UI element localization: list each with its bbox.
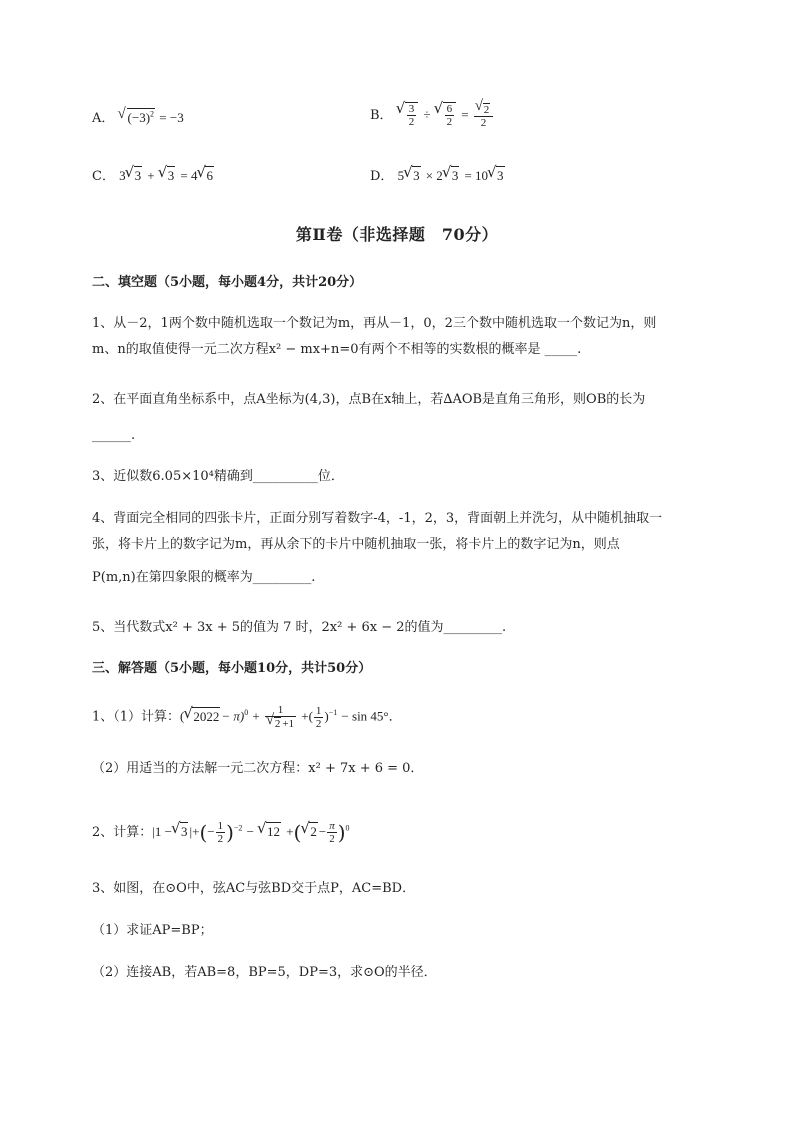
denominator: 2 (329, 833, 335, 845)
fill-q4-line3: P(m,n)在第四象限的概率为_________. (92, 570, 316, 585)
fraction (327, 820, 337, 845)
radicand: 12 (267, 824, 281, 839)
fraction (265, 704, 296, 730)
operator: = (461, 107, 469, 122)
denominator-rest: +1 (282, 718, 295, 730)
radicand: 6 (206, 168, 213, 183)
operator: + (286, 824, 294, 839)
section2-heading: 二、填空题（5小题，每小题4分，共计20分） (92, 275, 363, 290)
fill-q5: 5、当代数式x² + 3x + 5的值为 7 时，2x² + 6x − 2的值为_________. (92, 620, 507, 635)
numerator: 1 (315, 704, 322, 717)
solve-q1b: （2）用适当的方法解一元二次方程：x² + 7x + 6 = 0． (92, 761, 424, 776)
abs-bar: | (152, 824, 155, 839)
radicand: 3 (497, 168, 504, 183)
section3-heading: 三、解答题（5小题，每小题10分，共计50分） (92, 661, 372, 676)
fill-q1-line2: m、n的取值使得一元二次方程x² − mx+n=0有两个不相等的实数根的概率是 _____. (92, 342, 582, 357)
paren: ( (293, 820, 302, 845)
denominator: 2 (408, 116, 415, 128)
option-a-label: A． (92, 111, 115, 126)
sqrt-symbol (435, 102, 457, 128)
coefficient: 3 (119, 168, 126, 183)
sqrt-symbol (404, 166, 421, 186)
fill-q3: 3、近似数6.05×10⁴精确到__________位． (92, 469, 344, 484)
fill-q1-line1: 1、从－2，1两个数中随机选取一个数记为m，再从－1，0，2三个数中随机选取一个数记为n，则 (92, 316, 657, 331)
sqrt-symbol (258, 822, 281, 842)
option-d (370, 166, 506, 186)
option-c-label: C． (92, 169, 115, 184)
sqrt-symbol (119, 108, 156, 127)
sqrt-symbol (488, 166, 505, 186)
sqrt-symbol (126, 166, 143, 186)
coefficient: 5 (397, 168, 405, 183)
numerator: √ 3 (408, 103, 415, 115)
numerator: √ 6 (446, 103, 453, 115)
sqrt-symbol (397, 102, 419, 128)
question-prefix: 2、计算： (92, 825, 153, 840)
sqrt-symbol (172, 822, 189, 842)
exponent: −2 (233, 823, 243, 833)
paren: ) (337, 820, 346, 845)
abs-bar: | (189, 824, 193, 839)
expr-part: − π) (221, 708, 245, 724)
sqrt-symbol (184, 707, 220, 727)
sqrt-symbol (443, 166, 460, 186)
radicand: 3 (134, 168, 142, 183)
denominator: 2 (480, 116, 487, 129)
option-b (370, 102, 494, 129)
exponent: −1 (328, 708, 338, 718)
operator: ÷ (423, 107, 431, 122)
fill-q2-line2: ______. (92, 428, 136, 443)
radicand: 3 (167, 168, 175, 183)
paren: ) (226, 820, 234, 845)
radicand: 2022 (193, 708, 220, 724)
operator: − (318, 824, 327, 839)
question-prefix: 1、（1）计算： (92, 709, 181, 725)
option-d-label: D． (370, 169, 394, 184)
rhs: = −3 (159, 110, 184, 125)
paren: ( (199, 820, 208, 845)
radicand: 2 (483, 103, 490, 116)
fill-q4-line1: 4、背面完全相同的四张卡片，正面分别写着数字-4，-1，2，3，背面朝上并洗匀，从中随机抽取一 (92, 511, 663, 526)
solve-q3-sub2: （2）连接AB，若AB=8，BP=5，DP=3，求⊙O的半径． (92, 965, 437, 980)
operator: − (207, 824, 215, 839)
radicand: 2 (274, 718, 281, 730)
expr-part: 1 − (154, 824, 172, 839)
operator: + (147, 168, 155, 183)
solve-q1a (92, 704, 402, 730)
denominator: 2 (446, 116, 453, 128)
radicand: 2 (310, 824, 317, 839)
radicand: 3 (180, 824, 188, 839)
sqrt-symbol (301, 822, 318, 842)
numerator (474, 103, 494, 117)
exponent: 0 (244, 708, 249, 718)
radicand: 3 (413, 168, 420, 183)
option-a-expr (119, 110, 184, 125)
solve-q3-line1: 3、如图，在⊙O中，弦AC与弦BD交于点P，AC=BD． (92, 881, 416, 896)
denominator (265, 717, 296, 730)
rhs: = 10 (464, 168, 489, 183)
numerator: 1 (265, 704, 296, 717)
paren: ( (180, 708, 185, 724)
operator: + (252, 708, 260, 724)
radicand: 3 (451, 168, 459, 183)
solve-q3-sub1: （1）求证AP=BP； (92, 923, 213, 938)
fill-q4-line2: 张，将卡片上的数字记为m，再从余下的卡片中随机抽取一张，将卡片上的数字记为n，则点 (92, 537, 620, 552)
denominator: 2 (315, 717, 322, 730)
fraction (216, 820, 226, 845)
solve-q2 (92, 820, 350, 845)
fill-q2-line1: 2、在平面直角坐标系中，点A坐标为(4,3)，点B在x轴上，若∆AOB是直角三角形，则OB的长为 (92, 392, 646, 407)
rhs: = 4 (180, 168, 198, 183)
operator: + (192, 824, 200, 839)
radicand: (−3) (127, 110, 151, 125)
exponent: 0 (345, 823, 350, 833)
operator: × 2 (425, 168, 443, 183)
fraction (407, 103, 417, 128)
part2-title: 第Ⅱ卷（非选择题 70分） (295, 225, 499, 244)
operator: − (246, 824, 254, 839)
sqrt-symbol (159, 166, 176, 186)
option-c (92, 166, 215, 186)
denominator: 2 (217, 833, 224, 845)
exponent: 2 (150, 109, 155, 119)
operator: +( (301, 708, 313, 724)
fraction (314, 705, 324, 730)
option-a (92, 108, 184, 128)
fraction (474, 103, 494, 129)
numerator: 1 (217, 820, 224, 832)
fraction (445, 103, 455, 128)
expr-tail: − sin 45°． (341, 708, 402, 724)
sqrt-symbol (197, 166, 214, 186)
paren: ) (324, 708, 329, 724)
numerator: π (329, 820, 335, 832)
option-b-label: B． (370, 108, 393, 123)
